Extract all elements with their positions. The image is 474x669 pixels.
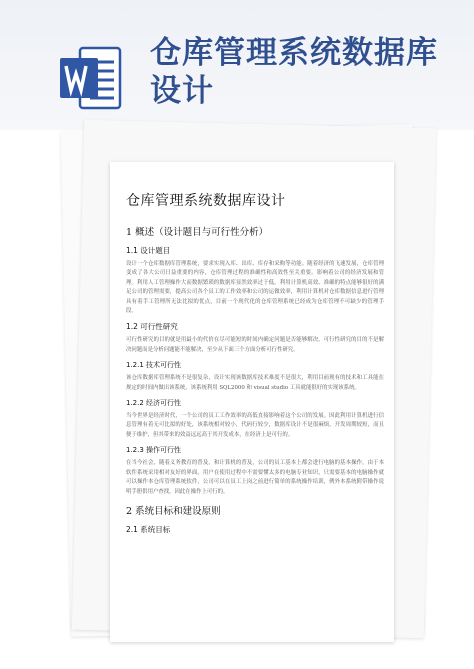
paragraph: 可行性研究的目的就是用最小的代价在尽可能短的时间内确定问题是否能够解决。可行性研究的目的不是解决问题而是分析问题能不能解决，至少从下面三个方面分析可行性研究。 [126, 337, 384, 353]
paragraph: 设计一个仓库数据库管理系统，要求实现入库、出库、库存和采购等功能。随着经济的飞速发展，仓库管理变成了各大公司日益重要的内容，仓库管理过程的准确性和高效性至关重要。影响着公司的经济发展和管理。利用人工管理操作大而数据繁琐的数据库显然效率过于低。利用计算机高效、准确的特点能够很好的满足公司的管理需要，提高公司各个员工的工作效率和公司的运做效率，利用计算机对仓库数据信息进行管理具有着手工管理所无法比拟的优点，目前一个现代化的仓库管理系统已经成为仓库管理不可缺少的管理手段。 [126, 261, 384, 315]
subsubsection-heading: 1.2.2 经济可行性 [126, 399, 182, 408]
subsection-heading: 2.1 系统目标 [126, 524, 171, 534]
subsubsection-heading: 1.2.3 操作可行性 [126, 446, 182, 455]
banner [0, 0, 474, 130]
paragraph: 当今世界是经济时代，一个公司的员工工作效率的高低直接影响着这个公司的发展。因此利用计算机进行信息管理有着无可比拟的好处，该系统相对较小，代码行较少，数据库设计不是很麻烦，开发周期较短，而且便于维护，但其带来的效益远远高于其开发成本，在经济上是可行的。 [126, 413, 384, 438]
paragraph: 该仓库数据库管理系统不是很复杂，设计实现该数据库技术难度不是很大，利用目前现有的技术和工具能在规定的时间内做出该系统，该系统利用 SQL2000 和 visual studio 工具就能很好的实现该系统。 [126, 375, 384, 391]
subsubsection-heading: 1.2.1 技术可行性 [126, 361, 182, 370]
section-heading: 2 系统目标和建设原则 [126, 505, 221, 517]
word-document-icon [58, 44, 124, 112]
subsection-heading: 1.2 可行性研究 [126, 322, 178, 332]
document-title: 仓库管理系统数据库设计 [126, 193, 286, 209]
section-heading: 1 概述（设计题目与可行性分析） [126, 227, 269, 238]
banner-title: 仓库管理系统数据库设计 [150, 35, 438, 109]
document-page [110, 162, 394, 642]
paragraph: 在当今社会，随着义务教育的普及，和计算机的普及，公司的员工基本上都会进行电脑的基本操作，由于本软件系统采用相对友好的界面，用户在使用过程中不需要懂太多的电脑专业知识，只需要基本的电脑操作就可以操作本仓库管理系统软件，公司可以在员工上岗之前进行简单的系统操作培训，例外本系统附带操作说明手册供用户查找，因此在操作上可行的。 [126, 460, 384, 495]
subsection-heading: 1.1 设计题目 [126, 246, 171, 255]
